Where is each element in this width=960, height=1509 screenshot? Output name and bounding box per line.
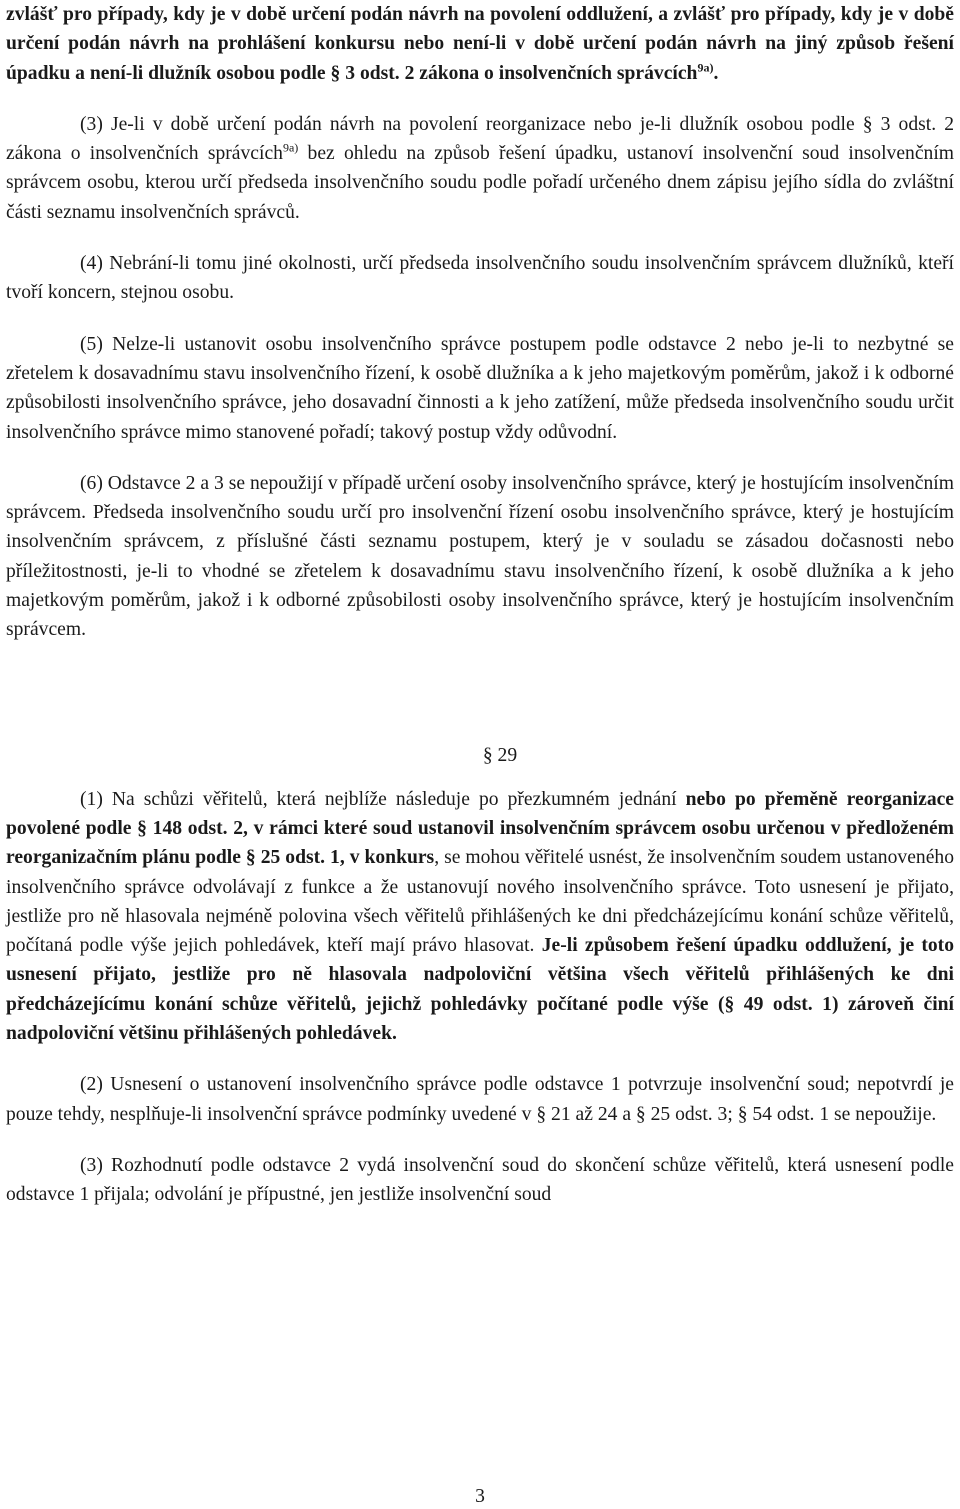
page-number: 3 bbox=[475, 1486, 485, 1507]
document-page bbox=[6, 0, 954, 1210]
intro-paragraph bbox=[6, 0, 954, 88]
paragraph-3-part-b: bez ohledu na způsob řešení úpadku, ustanoví insolvenční soud insolvenčním správcem osobu, kterou určí předseda insolvenčního soudu podle pořadí určeného dnem zápisu jejího sídla do zvláštní části seznamu insolvenčních správců. bbox=[6, 143, 955, 223]
intro-end: . bbox=[713, 62, 719, 84]
paragraph-3 bbox=[6, 110, 954, 227]
section-29-paragraph-3: (3) Rozhodnutí podle odstavce 2 vydá insolvenční soud do skončení schůze věřitelů, která usnesení podle odstavce 1 přijala; odvolání je přípustné, jen jestliže insolvenční soud bbox=[6, 1154, 954, 1206]
section-heading: § 29 bbox=[482, 744, 518, 766]
intro-footnote-marker: 9a) bbox=[697, 60, 714, 75]
paragraph-6: (6) Odstavce 2 a 3 se nepoužijí v případě určení osoby insolvenčního správce, který je hostujícím insolvenčním správcem. Předseda insolvenčního soudu určí pro insolvenční řízení osobu insolvenčního správce, který je hostujícím insolvenčním správcem, z příslušné části seznamu postupem, který je v souladu se zásadou dočasnosti nebo příležitostnosti, je-li to vhodné se zřetelem k dosavadnímu stavu insolvenčního řízení, k osobě dlužníka a k jeho majetkovým poměrům, jakož i k odborné způsobilosti osoby insolvenčního správce, který je hostujícím insolvenčním správcem. bbox=[6, 472, 954, 641]
section-29-paragraph-2: (2) Usnesení o ustanovení insolvenčního správce podle odstavce 1 potvrzuje insolvenční soud; nepotvrdí je pouze tehdy, nesplňuje-li insolvenční správce podmínky uvedené v § 21 až 24 a § 25 odst. 3; § 54 odst. 1 se nepoužije. bbox=[6, 1074, 954, 1125]
paragraph-5: (5) Nelze-li ustanovit osobu insolvenčního správce postupem podle odstavce 2 nebo je-li to nezbytné se zřetelem k dosavadnímu stavu insolvenčního řízení, k osobě dlužníka a k jeho majetkovým poměrům, jakož i k odborné způsobilosti insolvenčního správce, jeho dosavadní činnosti a k jeho zatížení, může předseda insolvenčního soudu určit insolvenčního správce mimo stanovené pořadí; takový postup vždy odůvodní. bbox=[6, 333, 954, 443]
intro-bold-text: zvlášť pro případy, kdy je v době určení podán návrh na povolení oddlužení, a zvlášť pro případy, kdy je v době určení podán návrh na prohlášení konkursu nebo není-li v době určení podán návrh na jiný způsob řešení úpadku a není-li dlužník osobou podle bbox=[6, 4, 954, 84]
s29-p1-text-2: , se mohou věřitelé usnést, že insolvenčním soudem ustanoveného insolvenčního správce odvolávají z funkce a že ustanovují nového insolvenčního správce. Toto usnesení je přijato, jestliže pro ně hlasovala nejméně polovina všech věřitelů přihlášených ke dni předcházejícímu konání schůze věřitelů, počítaná podle výše jejich pohledávek, kteří mají právo hlasovat. bbox=[6, 847, 954, 957]
paragraph-3-footnote-marker: 9a) bbox=[282, 140, 299, 155]
s29-p1-bold-2: Je-li způsobem řešení úpadku oddlužení, je toto usnesení přijato, jestliže pro ně hlasovala nadpoloviční většina všech věřitelů přihlášených ke dni předcházejícímu konání schůze věřitelů, jejichž pohledávky počítané podle výše (§ 49 odst. 1) zároveň činí nadpoloviční většinu přihlášených pohledávek. bbox=[6, 935, 954, 1045]
s29-p1-text-1: (1) Na schůzi věřitelů, která nejblíže následuje po přezkumném jednání bbox=[80, 788, 677, 810]
section-29-paragraph-1 bbox=[6, 785, 954, 1049]
paragraph-4: (4) Nebrání-li tomu jiné okolnosti, určí předseda insolvenčního soudu insolvenčním správcem dlužníků, kteří tvoří koncern, stejnou osobu. bbox=[6, 253, 954, 304]
s29-p1-bold-1: nebo po přeměně reorganizace povolené podle § 148 odst. 2, v rámci které soud ustanovil insolvenčním správcem osobu určenou v předloženém reorganizačním plánu podle § 25 odst. 1, v konkurs bbox=[6, 788, 955, 869]
intro-law-reference: § 3 odst. 2 zákona o insolvenčních správcích bbox=[330, 62, 698, 84]
paragraph-3-part-a: (3) Je-li v době určení podán návrh na povolení reorganizace nebo je-li dlužník osobou podle § 3 odst. 2 zákona o insolvenčních správcích bbox=[6, 113, 954, 165]
